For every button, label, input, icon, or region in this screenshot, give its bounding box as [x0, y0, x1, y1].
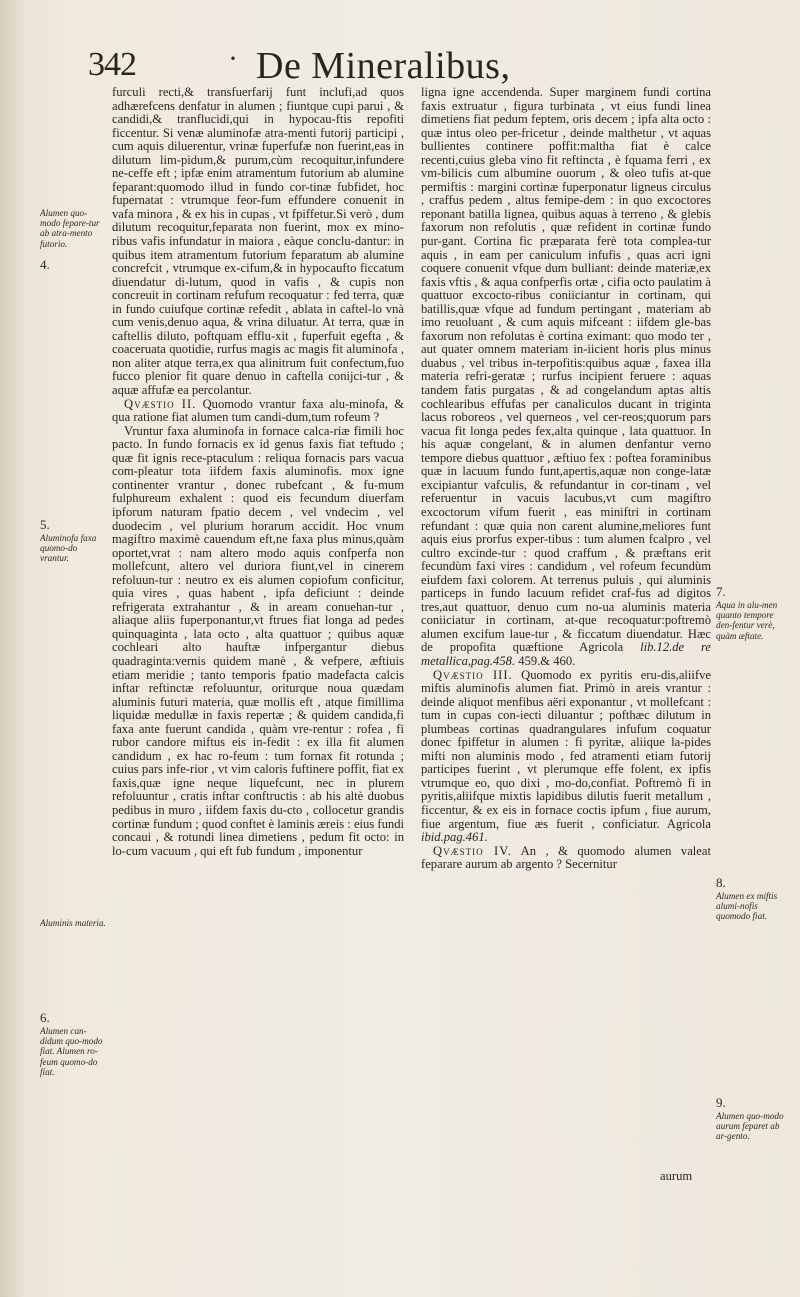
paragraph: Vruntur faxa aluminofa in fornace calca-riæ fimili hoc pacto. In fundo fornacis ex id genus faxis fiat teftudo ; quæ fit ignis rece-ptaculum : reliqua fornacis pars vacua com-pleatur tota iifdem faxis aluminofis. mox igne continenter vrantur , donec rubefcant , & fu-mum fulphureum exhalent : quod eis fecundum diuerfam ipforum naturam fpatio decem , vel vndecim , vel duodecim , vel plurium horarum accidit. Hoc vnum magiftro maximè cauendum eft,ne faxa plus minus,quàm oportet,vrat : nam altero modo aquis confperfa non mollefcunt, altero vel duriora fiunt,vel in cinerem refoluun-tur : neutro ex eis alumen copiofum conficitur, quia vires , quas habent , ipfa deficiunt : deinde refrigerata extrahantur , & in aream conuehan-tur , aliaque aliis fuperponantur,vt ftrues fiat longa ad pedes quinquaginta , lata octo , alta quattuor ; quibus aquæ cochleari alto hauftæ infpergantur diebus quadraginta:vernis quidem manè , & vefpere, æftiuis etiam meridie ; tanto temporis fpatio madefacta calcis inftar reftinctæ refoluuntur, oriturque noua quædam aluminis futuri materia, quæ mollis eft , atque fimillima liquidæ medullæ in faxis repertæ ; & quidem candida,fi faxa ante fuerunt candida , quàm vre-rentur : rofea , fi rubor candore miftus eis in-fedit : ex illa fit alumen candidum , ex hac ro-feum : tum fornax fit rotunda ; cuius pars infe-rior , vt vim caloris fuftinere poffit, fiat ex faxis,quæ igne neque liquefcunt, nec in plurem refoluuntur , cratis inftar conftructis : ab his altè duobus pedibus in muro , iifdem faxis du-cto , collocetur grandis cortinæ fundum ; quod conftet è laminis æreis : eius fundi concaui , & rotundi linea dimetiens , pedum fit octo: in lo-cum vacuum , qui eft fub fundum , imponentur — [112, 423, 404, 858]
margin-number: 7. — [716, 584, 726, 599]
question-label: Qvæstio III. — [433, 667, 513, 682]
catchword: aurum — [660, 1169, 693, 1183]
margin-note-right — [716, 585, 788, 641]
paragraph-text: ligna igne accendenda. Super marginem fundi cortina faxis extruatur , figura turbinata , vt eius fundi linea dimetiens fiat pedum feptem, oris decem ; ipfa alta octo : quæ intus oleo per-fricetur , deinde malthetur , vt aquas bullientes continere poffit:maltha fiat è calce recenti,cuius gleba vino fit reftincta , è fquama ferri , ex vm-bilicis cum albumine ouorum , & oleo tufis at-que permiftis : margini cortinæ fuperponatur ligneus circulus , craffus pedem , altus femipe-dem : in quo excoctores reponant batilla lignea, quibus aquas à terreno , & glebis faxorum non refolutis , quæ refident in cortinæ fundo pur-gant. Cortina fic præparata ferè tota complea-tur aquis , in eam per caniculum infufis , quas acri igni coquere conuenit vfque dum bulliant: deinde materiæ,ex faxis vftis , & aqua confperfis ortæ , cifia octo paulatim à quattuor excocto-ribus coniiciantur in cortinam, qui batillis,quæ vfque ad fundum pertingant , materiam ab imo reuoluant , & cum aquis mifceant : iifdem gle-bas faxorum non refolutas è cortina eximant: quo modo ter , aut quater omnem materiam in-iicient horis plus minus duabus , vel tribus in-terpofitis:quibus aquæ , faxea illa materia refri-geratæ ; rurfus incipient feruere : aquas tandem fatis purgatas , & ad congelandum aptas altis cochlearibus effufas per canaliculos ducant in triginta lacus roboreos , vel querneos , vel cer-reos;quorum pars vacua fit longa pedes fex,alta quinque , lata quattuor. In his aquæ congelant, & in alumen denfantur verno tempore diebus quattuor , æftiuo fex : poftea foraminibus quæ in lacuum fundo funt,apertis,aquæ non conge-latæ excipiantur vafculis, & refundantur in cor-tinam , vel referuentur in vacuis lacubus,vt cum magiftro excoctorum vifum fuerit , eas miniftri in cortinam refundant : quæ quia non carent alumine,meliores funt aquis eius prorfus exper-tibus : tum alumen fcalpro , vel cultro excinde-tur : quod craffum , & præftans erit fecundùm faxi vires : candidum , vel rofeum fecundùm eiufdem faxi colorem. At terrenus puluis , qui aluminis particeps in fundo lacuum refidet craf-fus ad digitos tres,aut quattuor, denuo cum no-ua aluminis materia coniiciatur in cortinam, at-que recoquatur:poftremò alumen excifum laue-tur , & ficcatum diuendatur. Hæc de propofita quæftione Agricola — [421, 85, 711, 655]
question-paragraph — [112, 398, 404, 425]
question-label: Qvæstio IV. — [433, 843, 512, 858]
citation: ibid.pag.461. — [421, 830, 488, 845]
margin-note-left — [40, 918, 106, 928]
paragraph: furculi recti,& transfuerfarij funt inclufi,ad quos adhærefcens denfatur in alumen ; fiuntque cupi parui , & candidi,& tranflucidi,qui in hypocau-ftis repofiti ficcentur. Si venæ aluminofæ atra-menti futorij participi , cum aquis diluerentur, vrinæ fuperfufæ non fuerint,eas in dilutum lim-pidum,& purum,cùm recoquitur,infundere ne-ceffe eft ; ipfæ enim atramentum futorium ab alumine feparant:quomodo illud in fundo cor-tinæ fubfidet, hoc fupernatat : vtrumque feor-fum effundere conuenit in vafa minora , & ex his in cupas , vt fpiffetur.Si verò , dum dilutum recoquitur,feparata non fuerint, mox ex mino-ribus vafis infundatur in maiora , eàque conclu-dantur: in quibus item atramentum futorium feparatum ab alumine concrefcit , vtrumque ex-cifum,& in hypocaufto ficcatum diuendatur di-lutum, quod in vafis , & cupis non concreuit in cortinam refufum recoquatur : fed terra, quæ in fundo cuiufque cortinæ refedit , ablata in caftel-lo vnà cum venis,denuo aqua, & vrina diluatur. At terra, quæ in caftellis diluto, poftquam efflu-xit , fuperfuit egefta , & coaceruata quotidie, rurfus magis ac magis fit aluminofa , non aliter atque terra,ex qua alinitrum fuit confectum,fuo fucco plenior fit quare denuo in caftella conijci-tur , & aquæ affufæ ea percolantur. — [112, 85, 404, 398]
margin-note-text: Aqua in alu-men quanto tempore den-fentur verè, quàm æftate. — [716, 600, 778, 641]
margin-number: 4. — [40, 257, 50, 272]
left-text-column — [112, 86, 404, 858]
page-number: 342 — [88, 46, 136, 83]
running-head: · De Mineralibus, — [256, 44, 510, 88]
question-text: Quomodo vrantur faxa alu-minofa, & qua ratione fiat alumen tum candi-dum,tum rofeum ? — [112, 396, 405, 425]
question-text: An , & quomodo alumen valeat feparare aurum ab argento ? Secernitur — [421, 843, 711, 872]
citation: lib.12.de re metallica,pag.458. — [421, 640, 711, 668]
question-paragraph — [421, 669, 711, 845]
page-header — [88, 42, 768, 90]
margin-note-text: Alumen quo-modo aurum feparet ab ar-gento. — [716, 1111, 784, 1142]
margin-number: 6. — [40, 1010, 50, 1025]
margin-note-text: Alumen quo-modo fepare-tur ab atra-mento futorio. — [40, 208, 100, 249]
margin-note-right — [716, 876, 788, 922]
margin-note-text: Aluminofa faxa quomo-do vrantur. — [40, 533, 97, 564]
question-label: Qvæstio II. — [124, 396, 197, 411]
margin-note-text: Alumen ex miftis alumi-nofis quomodo fiat. — [716, 891, 778, 922]
margin-note-text: Aluminis materia. — [40, 918, 106, 928]
margin-note-right — [716, 1096, 788, 1142]
margin-note-text: Alumen can-didum quo-modo fiat. Alumen ro-feum quomo-do fiat. — [40, 1026, 103, 1077]
page-gutter-shadow — [0, 0, 26, 1297]
margin-number: 8. — [716, 875, 726, 890]
margin-note-left — [40, 208, 106, 249]
question-paragraph — [421, 845, 711, 872]
margin-note-left — [40, 1011, 106, 1077]
margin-number: 9. — [716, 1095, 726, 1110]
margin-number: 5. — [40, 517, 50, 532]
paragraph-with-citation — [421, 86, 711, 669]
question-text: Quomodo ex pyritis eru-dis,aliifve miftis aluminofis alumen fiat. Primò in areis vrantur : deinde aliquot menfibus aëri exponantur , vt mollefcant : tum in cupas con-iecti diluantur ; pofthæc dilutum in plumbeas cortinas quadrangulares infufum coquatur donec fpiffetur in alumen : fi pyritæ, aliique la-pides mifti non aluminis modo , fed atramenti etiam futorij participes fuerint , vt plerumque effe folent, ex ipfis vtrumque eo, quo dixi , mo-do,confiat. Poftremò fi in pyritis,aliifque mixtis lapidibus dilutis fuerit metallum , ficcentur, & ex eis in fornace coctis ipfum , fiue aurum, fiue argentum, fiue æs fuerit , conficiatur. Agricola — [421, 667, 711, 831]
right-text-column — [421, 86, 711, 872]
margin-note-number — [40, 258, 106, 273]
margin-note-left — [40, 518, 106, 564]
citation-tail: 459.& 460. — [518, 653, 576, 668]
